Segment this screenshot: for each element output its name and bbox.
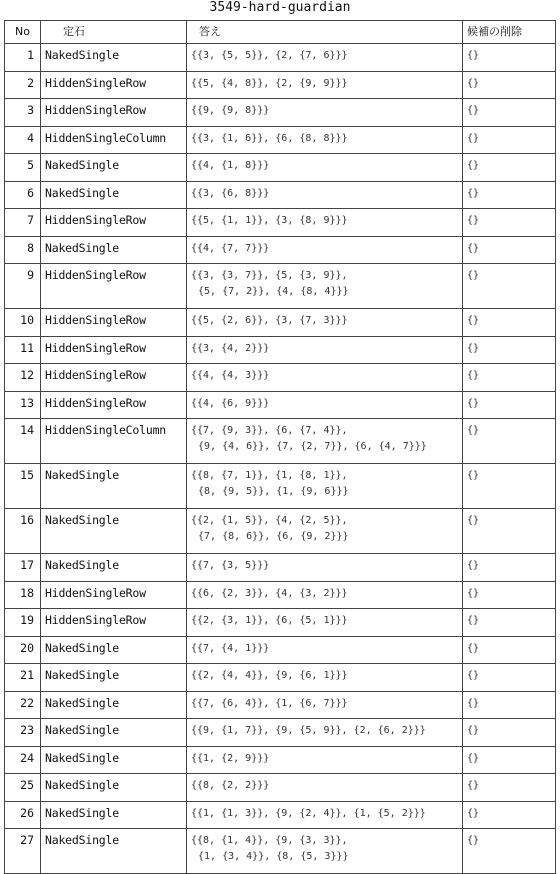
- step-number: 13: [5, 391, 41, 419]
- technique-name: NakedSingle: [41, 719, 187, 747]
- step-number: 4: [5, 126, 41, 154]
- candidate-removal-cell: {}: [463, 636, 556, 664]
- answer-line: {{4, {1, 8}}}: [191, 160, 270, 171]
- answer-line: {{3, {6, 8}}}: [191, 187, 270, 199]
- table-row: [5, 554, 556, 582]
- table-row: [5, 419, 556, 464]
- technique-name: NakedSingle: [41, 154, 187, 182]
- answer-cell: [187, 774, 463, 802]
- table-row: [5, 829, 556, 874]
- answer-cell: [187, 309, 463, 337]
- candidate-removal-cell: {}: [463, 209, 556, 237]
- header-technique: 定石: [41, 21, 187, 44]
- technique-name: HiddenSingleRow: [41, 391, 187, 419]
- answer-line: {{4, {6, 9}}}: [191, 397, 270, 409]
- answer-cell: [187, 636, 463, 664]
- answer-cell: [187, 364, 463, 392]
- answer-cell: [187, 801, 463, 829]
- answer-cell: [187, 391, 463, 419]
- step-number: 21: [5, 664, 41, 692]
- step-number: 6: [5, 181, 41, 209]
- table-row: [5, 264, 556, 309]
- answer-cell: [187, 71, 463, 99]
- table-row: [5, 236, 556, 264]
- candidate-removal-cell: {}: [463, 746, 556, 774]
- candidate-removal-cell: {}: [463, 464, 556, 509]
- candidate-removal-cell: {}: [463, 71, 556, 99]
- technique-name: NakedSingle: [41, 829, 187, 874]
- technique-name: HiddenSingleRow: [41, 99, 187, 127]
- candidate-removal-cell: {}: [463, 664, 556, 692]
- technique-name: NakedSingle: [41, 554, 187, 582]
- answer-line: {{1, {2, 9}}}: [191, 752, 270, 764]
- answer-line: {1, {3, 4}}, {8, {5, 3}}}: [198, 851, 349, 862]
- answer-cell: [187, 509, 463, 554]
- candidate-removal-cell: {}: [463, 336, 556, 364]
- answer-cell: [187, 746, 463, 774]
- table-row: [5, 464, 556, 509]
- answer-line: {{9, {1, 7}}, {9, {5, 9}}, {2, {6, 2}}}: [191, 725, 426, 736]
- answer-cell: [187, 464, 463, 509]
- answer-line: {{2, {1, 5}}, {4, {2, 5}},: [191, 515, 348, 526]
- answer-cell: [187, 236, 463, 264]
- technique-name: NakedSingle: [41, 236, 187, 264]
- candidate-removal-cell: {}: [463, 691, 556, 719]
- answer-line: {{3, {4, 2}}}: [191, 342, 270, 354]
- step-number: 7: [5, 209, 41, 237]
- answer-line: {{2, {3, 1}}, {6, {5, 1}}}: [191, 615, 348, 626]
- answer-line: {{3, {3, 7}}, {5, {3, 9}},: [191, 270, 348, 281]
- table-row: [5, 181, 556, 209]
- answer-line: {{3, {5, 5}}, {2, {7, 6}}}: [191, 50, 348, 61]
- table-row: [5, 309, 556, 337]
- table-row: [5, 154, 556, 182]
- candidate-removal-cell: {}: [463, 309, 556, 337]
- technique-name: NakedSingle: [41, 774, 187, 802]
- technique-name: HiddenSingleColumn: [41, 419, 187, 464]
- step-number: 26: [5, 801, 41, 829]
- technique-name: NakedSingle: [41, 44, 187, 72]
- step-number: 16: [5, 509, 41, 554]
- answer-cell: [187, 691, 463, 719]
- answer-line: {{7, {4, 1}}}: [191, 642, 270, 654]
- candidate-removal-cell: {}: [463, 154, 556, 182]
- candidate-removal-cell: {}: [463, 44, 556, 72]
- step-number: 18: [5, 581, 41, 609]
- step-number: 25: [5, 774, 41, 802]
- candidate-removal-cell: {}: [463, 719, 556, 747]
- answer-line: {{6, {2, 3}}, {4, {3, 2}}}: [191, 587, 348, 599]
- step-number: 8: [5, 236, 41, 264]
- answer-line: {9, {4, 6}}, {7, {2, 7}}, {6, {4, 7}}}: [198, 441, 427, 452]
- table-header-row: [5, 21, 556, 44]
- technique-name: HiddenSingleRow: [41, 71, 187, 99]
- answer-line: {{4, {4, 3}}}: [191, 370, 270, 381]
- table-row: [5, 746, 556, 774]
- table-row: [5, 801, 556, 829]
- answer-line: {{8, {2, 2}}}: [191, 780, 270, 791]
- answer-cell: [187, 719, 463, 747]
- answer-line: {{7, {9, 3}}, {6, {7, 4}},: [191, 425, 348, 436]
- answer-cell: [187, 419, 463, 464]
- technique-name: NakedSingle: [41, 664, 187, 692]
- table-row: [5, 691, 556, 719]
- step-number: 15: [5, 464, 41, 509]
- technique-name: HiddenSingleRow: [41, 336, 187, 364]
- technique-name: HiddenSingleRow: [41, 209, 187, 237]
- answer-line: {{7, {6, 4}}, {1, {6, 7}}}: [191, 697, 348, 709]
- step-number: 12: [5, 364, 41, 392]
- step-number: 9: [5, 264, 41, 309]
- table-row: [5, 99, 556, 127]
- candidate-removal-cell: {}: [463, 829, 556, 874]
- answer-cell: [187, 264, 463, 309]
- answer-cell: [187, 581, 463, 609]
- step-number: 14: [5, 419, 41, 464]
- technique-name: HiddenSingleRow: [41, 609, 187, 637]
- technique-name: HiddenSingleRow: [41, 581, 187, 609]
- step-number: 1: [5, 44, 41, 72]
- answer-cell: [187, 829, 463, 874]
- step-number: 11: [5, 336, 41, 364]
- answer-cell: [187, 44, 463, 72]
- answer-line: {{9, {9, 8}}}: [191, 105, 270, 116]
- step-number: 23: [5, 719, 41, 747]
- table-row: [5, 509, 556, 554]
- answer-line: {{5, {4, 8}}, {2, {9, 9}}}: [191, 77, 348, 89]
- step-number: 5: [5, 154, 41, 182]
- table-row: [5, 336, 556, 364]
- answer-line: {8, {9, 5}}, {1, {9, 6}}}: [198, 486, 349, 497]
- answer-line: {7, {8, 6}}, {6, {9, 2}}}: [198, 531, 349, 542]
- table-row: [5, 44, 556, 72]
- table-row: [5, 581, 556, 609]
- candidate-removal-cell: {}: [463, 391, 556, 419]
- solution-steps-table: [4, 20, 556, 874]
- table-row: [5, 71, 556, 99]
- table-row: [5, 364, 556, 392]
- technique-name: NakedSingle: [41, 181, 187, 209]
- answer-line: {{7, {3, 5}}}: [191, 560, 270, 571]
- candidate-removal-cell: {}: [463, 419, 556, 464]
- candidate-removal-cell: {}: [463, 554, 556, 582]
- step-number: 24: [5, 746, 41, 774]
- table-row: [5, 209, 556, 237]
- candidate-removal-cell: {}: [463, 181, 556, 209]
- technique-name: HiddenSingleColumn: [41, 126, 187, 154]
- header-no: No: [5, 21, 41, 44]
- table-row: [5, 609, 556, 637]
- table-row: [5, 774, 556, 802]
- answer-line: {{8, {7, 1}}, {1, {8, 1}},: [191, 470, 348, 481]
- technique-name: HiddenSingleRow: [41, 364, 187, 392]
- header-candidate-removal: 候補の削除: [463, 21, 556, 44]
- candidate-removal-cell: {}: [463, 801, 556, 829]
- answer-cell: [187, 209, 463, 237]
- candidate-removal-cell: {}: [463, 364, 556, 392]
- table-row: [5, 391, 556, 419]
- answer-line: {{2, {4, 4}}, {9, {6, 1}}}: [191, 670, 348, 681]
- answer-line: {{3, {1, 6}}, {6, {8, 8}}}: [191, 132, 348, 144]
- answer-cell: [187, 336, 463, 364]
- candidate-removal-cell: {}: [463, 236, 556, 264]
- answer-line: {{5, {1, 1}}, {3, {8, 9}}}: [191, 215, 348, 226]
- step-number: 22: [5, 691, 41, 719]
- technique-name: NakedSingle: [41, 746, 187, 774]
- answer-cell: [187, 181, 463, 209]
- step-number: 10: [5, 309, 41, 337]
- answer-cell: [187, 554, 463, 582]
- step-number: 20: [5, 636, 41, 664]
- candidate-removal-cell: {}: [463, 581, 556, 609]
- answer-line: {{1, {1, 3}}, {9, {2, 4}}, {1, {5, 2}}}: [191, 807, 426, 819]
- step-number: 17: [5, 554, 41, 582]
- table-row: [5, 719, 556, 747]
- answer-cell: [187, 99, 463, 127]
- header-answer: 答え: [187, 21, 463, 44]
- table-row: [5, 664, 556, 692]
- table-body: [5, 44, 556, 874]
- candidate-removal-cell: {}: [463, 509, 556, 554]
- technique-name: HiddenSingleRow: [41, 264, 187, 309]
- step-number: 2: [5, 71, 41, 99]
- step-number: 3: [5, 99, 41, 127]
- candidate-removal-cell: {}: [463, 126, 556, 154]
- technique-name: NakedSingle: [41, 801, 187, 829]
- candidate-removal-cell: {}: [463, 264, 556, 309]
- answer-line: {{8, {1, 4}}, {9, {3, 3}},: [191, 835, 348, 846]
- page-title: 3549-hard-guardian: [209, 0, 351, 15]
- table-row: [5, 126, 556, 154]
- technique-name: NakedSingle: [41, 509, 187, 554]
- technique-name: NakedSingle: [41, 636, 187, 664]
- answer-cell: [187, 664, 463, 692]
- step-number: 19: [5, 609, 41, 637]
- technique-name: HiddenSingleRow: [41, 309, 187, 337]
- technique-name: NakedSingle: [41, 464, 187, 509]
- answer-cell: [187, 609, 463, 637]
- answer-cell: [187, 126, 463, 154]
- answer-line: {{5, {2, 6}}, {3, {7, 3}}}: [191, 315, 348, 326]
- candidate-removal-cell: {}: [463, 609, 556, 637]
- step-number: 27: [5, 829, 41, 874]
- answer-cell: [187, 154, 463, 182]
- answer-line: {{4, {7, 7}}}: [191, 242, 270, 254]
- candidate-removal-cell: {}: [463, 774, 556, 802]
- technique-name: NakedSingle: [41, 691, 187, 719]
- answer-line: {5, {7, 2}}, {4, {8, 4}}}: [198, 286, 349, 297]
- candidate-removal-cell: {}: [463, 99, 556, 127]
- table-row: [5, 636, 556, 664]
